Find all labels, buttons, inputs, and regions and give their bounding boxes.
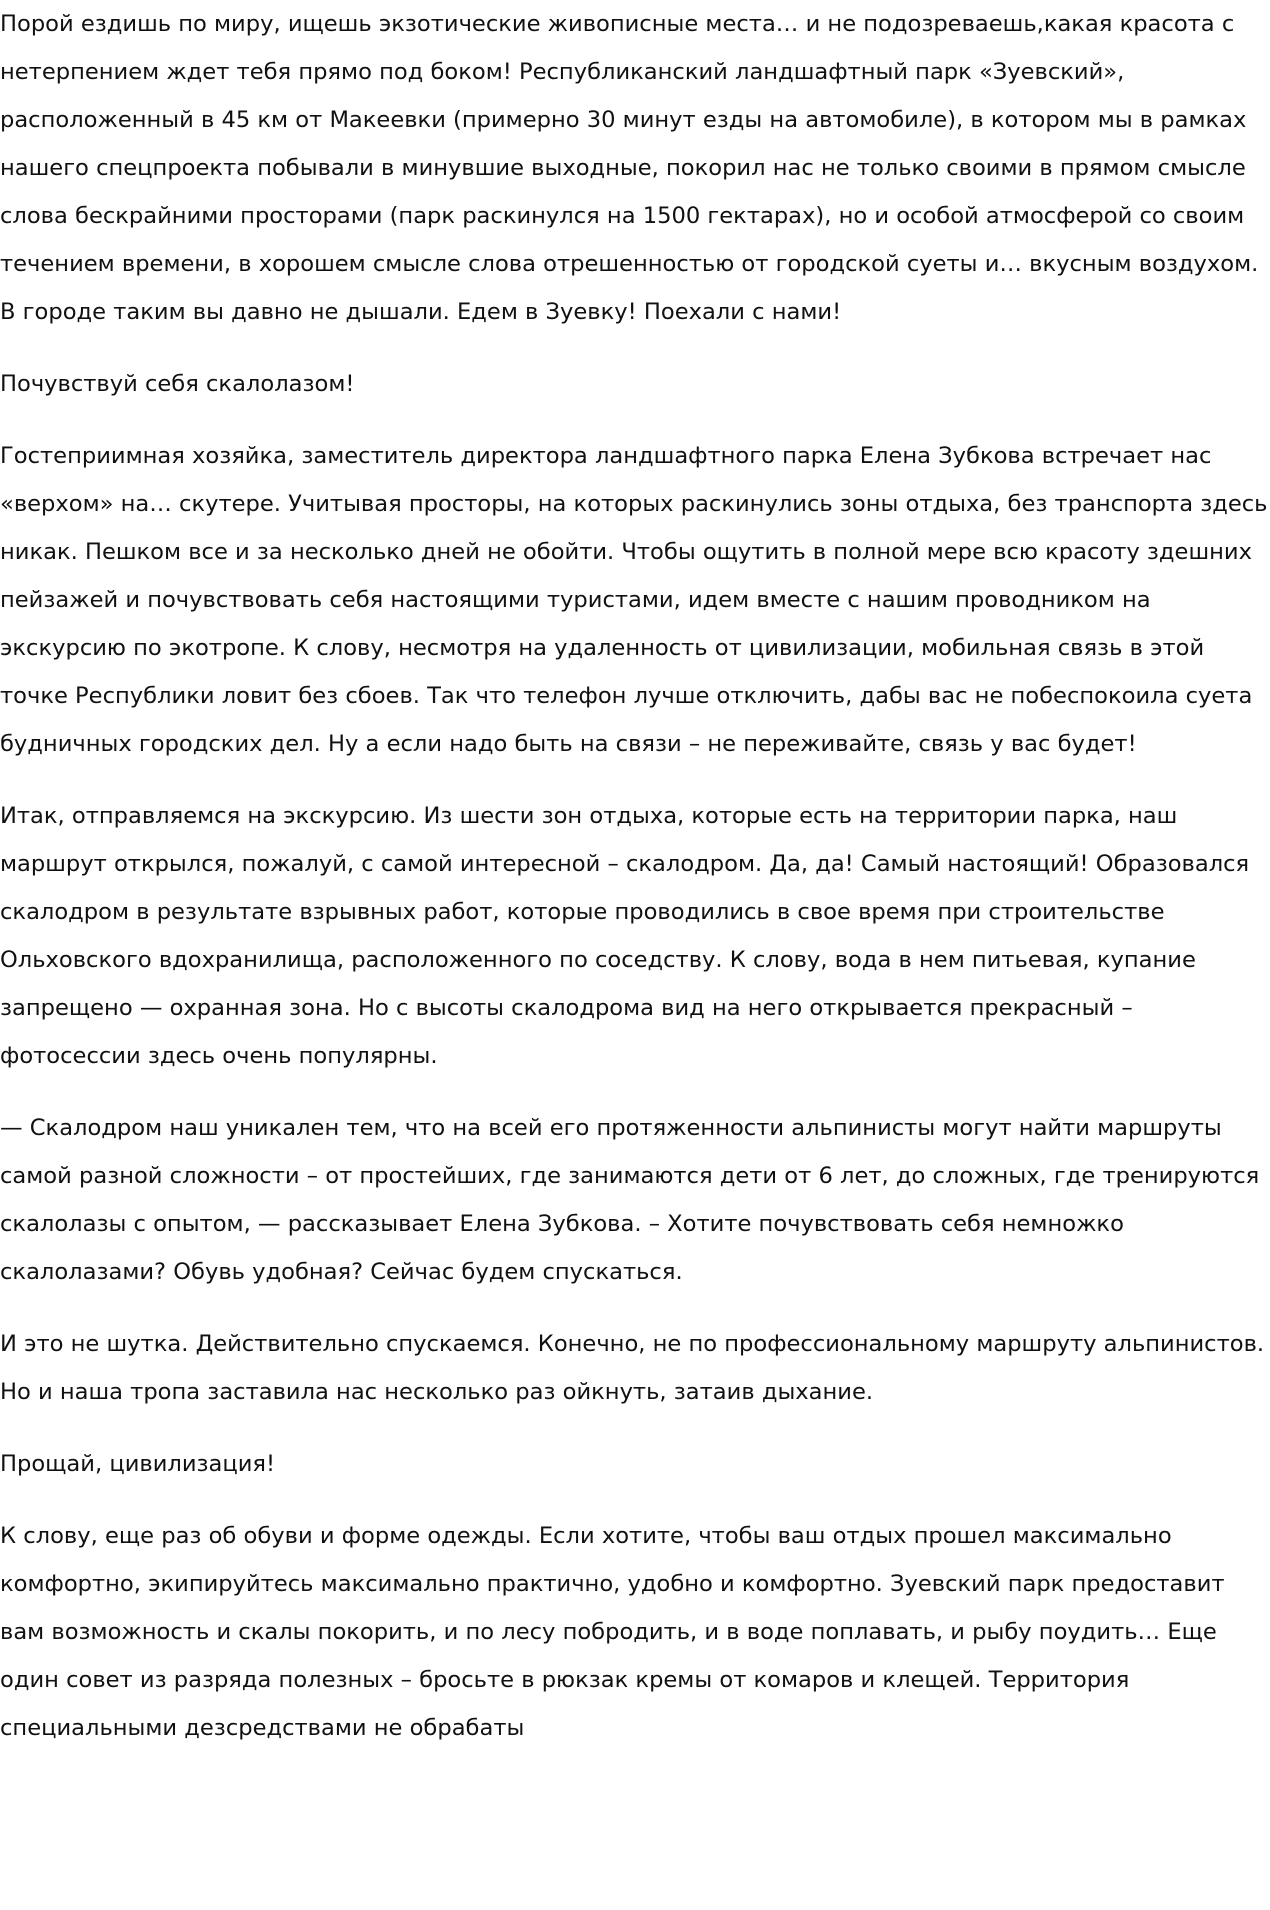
- subheading-farewell: Прощай, цивилизация!: [0, 1451, 276, 1477]
- paragraph-excursion: Итак, отправляемся на экскурсию. Из шести зон отдыха, которые есть на территории парка, наш маршрут открылся, пожалуй, с самой интересной – скалодром. Да, да! Самый настоящий! Образовался скалодром в результате взрывных работ, которые проводились в свое время при строительстве Ольховского вдохранилища, расположенного по соседству. К слову, вода в нем питьевая, купание запрещено — охранная зона. Но с высоты скалодрома вид на него открывается прекрасный – фотосессии здесь очень популярны.: [0, 803, 1250, 1069]
- subheading-climber: Почувствуй себя скалолазом!: [0, 371, 355, 397]
- paragraph-quote: — Скалодром наш уникален тем, что на всей его протяженности альпинисты могут найти маршруты самой разной сложности – от простейших, где занимаются дети от 6 лет, до сложных, где тренируются скалолазы с опытом, — рассказывает Елена Зубкова. – Хотите почувствовать себя немножко скалолазами? Обувь удобная? Сейчас будем спускаться.: [0, 1115, 1260, 1285]
- paragraph-intro: Порой ездишь по миру, ищешь экзотические живописные места… и не подозреваешь,какая красота с нетерпением ждет тебя прямо под боком! Республиканский ландшафтный парк «Зуевский», расположенный в 45 км от Макеевки (примерно 30 минут езды на автомобиле), в котором мы в рамках нашего спецпроекта побывали в минувшие выходные, покорил нас не только своими в прямом смысле слова бескрайними просторами (парк раскинулся на 1500 гектарах), но и особой атмосферой со своим течением времени, в хорошем смысле слова отрешенностью от городской суеты и… вкусным воздухом. В городе таким вы давно не дышали. Едем в Зуевку! Поехали с нами!: [0, 11, 1259, 325]
- paragraph-hostess: Гостеприимная хозяйка, заместитель директора ландшафтного парка Елена Зубкова встречает нас «верхом» на… скутере. Учитывая просторы, на которых раскинулись зоны отдыха, без транспорта здесь никак. Пешком все и за несколько дней не обойти. Чтобы ощутить в полной мере всю красоту здешних пейзажей и почувствовать себя настоящими туристами, идем вместе с нашим проводником на экскурсию по экотропе. К слову, несмотря на удаленность от цивилизации, мобильная связь в этой точке Республики ловит без сбоев. Так что телефон лучше отключить, дабы вас не побеспокоила суета будничных городских дел. Ну а если надо быть на связи – не переживайте, связь у вас будет!: [0, 443, 1268, 757]
- paragraph-descent: И это не шутка. Действительно спускаемся. Конечно, не по профессиональному маршруту альпинистов. Но и наша тропа заставила нас несколько раз ойкнуть, затаив дыхание.: [0, 1331, 1265, 1405]
- paragraph-advice: К слову, еще раз об обуви и форме одежды. Если хотите, чтобы ваш отдых прошел максимально комфортно, экипируйтесь максимально практично, удобно и комфортно. Зуевский парк предоставит вам возможность и скалы покорить, и по лесу побродить, и в воде поплавать, и рыбу поудить… Еще один совет из разряда полезных – бросьте в рюкзак кремы от комаров и клещей. Территория специальными дезсредствами не обрабаты: [0, 1523, 1225, 1741]
